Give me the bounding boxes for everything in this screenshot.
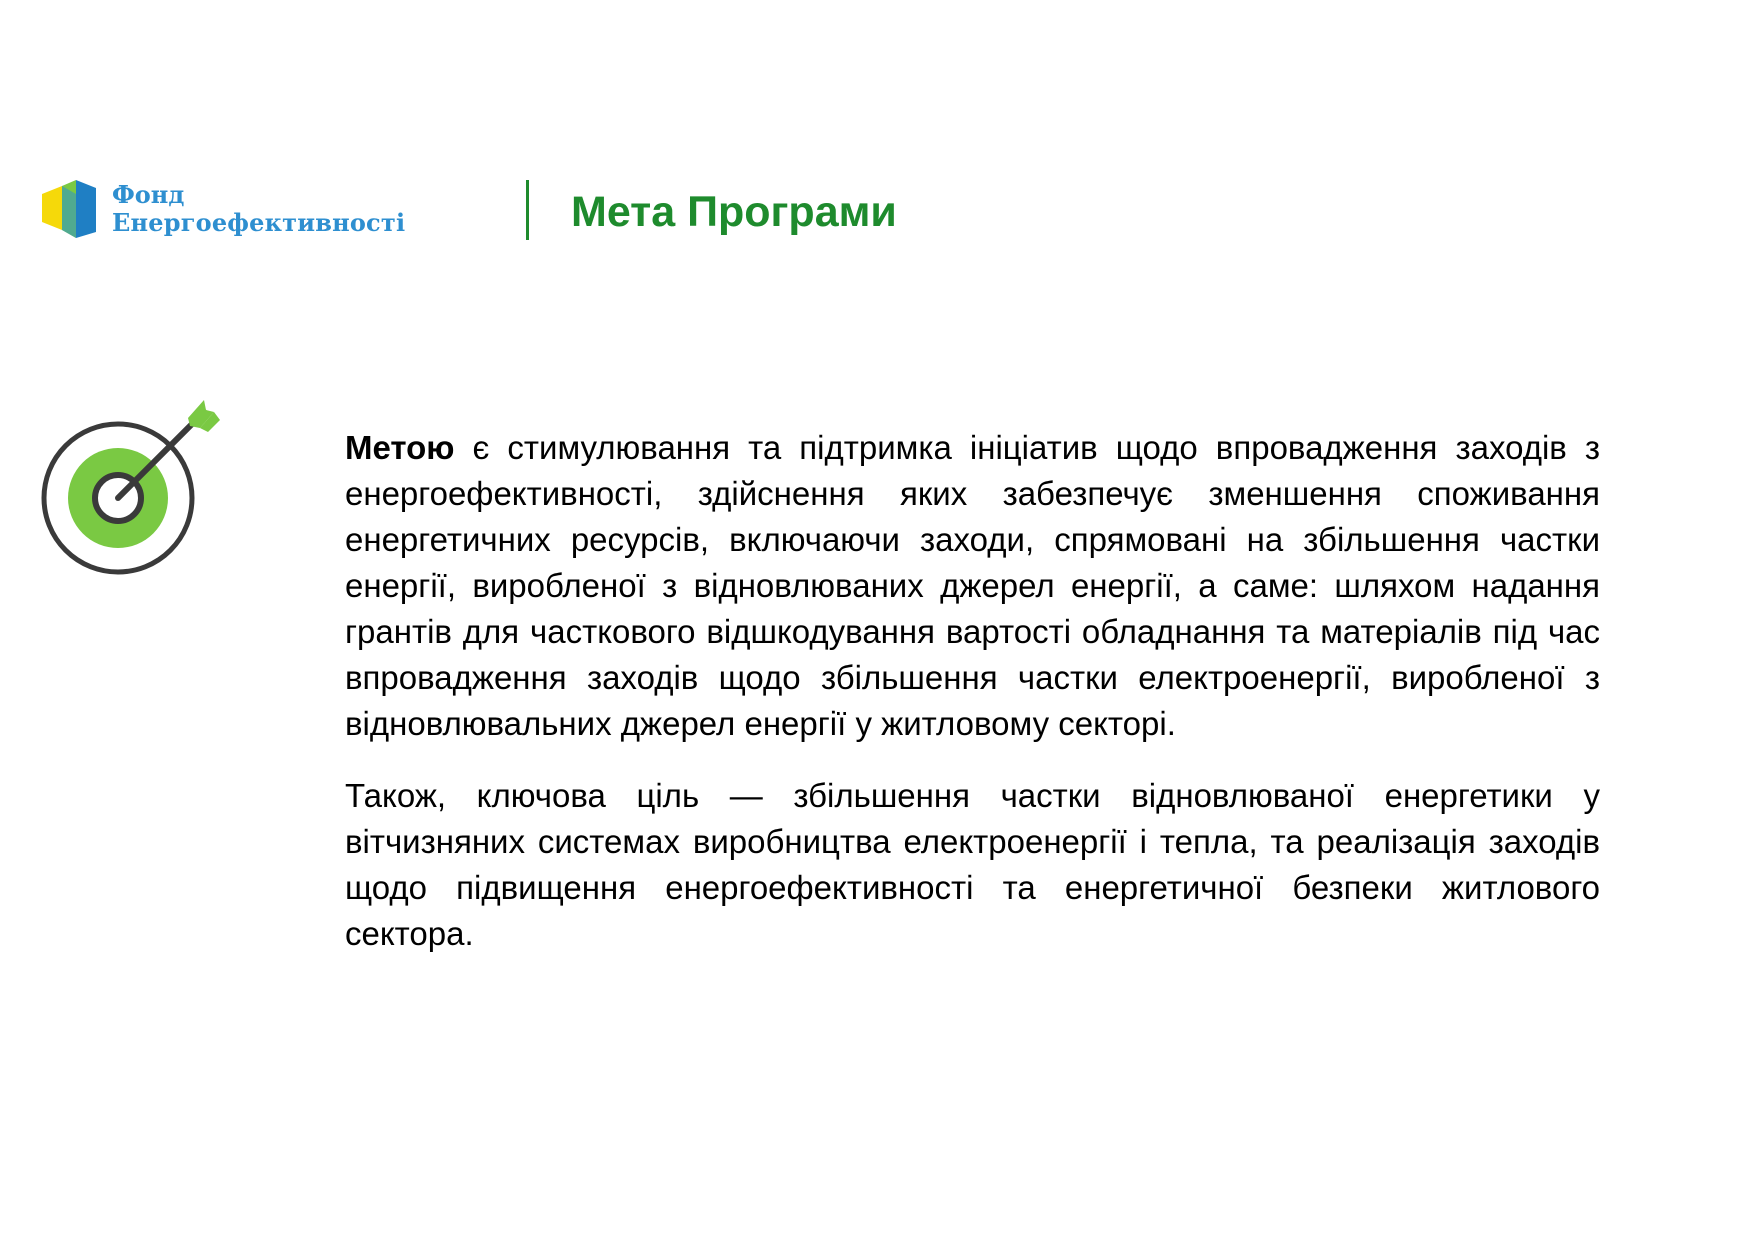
- logo-line-1: Фонд: [112, 180, 185, 209]
- paragraph-goal-lead: Метою: [345, 429, 455, 466]
- paragraph-key-target: Також, ключова ціль — збільшення частки відновлюваної енергетики у вітчизняних системах виробництва електроенергії і тепла, та реалізація заходів щодо підвищення енергоефективності та енергетичної безпеки житлового сектора.: [345, 777, 1600, 952]
- logo-text: [112, 178, 405, 235]
- page-title: Мета Програми: [571, 188, 897, 236]
- fund-logo-icon: [42, 180, 96, 240]
- target-with-arrow-icon: [38, 398, 220, 580]
- paragraph-goal-body: є стимулювання та підтримка ініціатив щодо впровадження заходів з енергоефективності, здійснення яких забезпечує зменшення споживання енергетичних ресурсів, включаючи заходи, спрямовані на збільшення частки енергії, виробленої з відновлюваних джерел енергії, а саме: шляхом надання грантів для часткового відшкодування вартості обладнання та матеріалів під час впровадження заходів щодо збільшення частки електроенергії, виробленої з відновлювальних джерел енергії у житловому секторі.: [345, 429, 1600, 742]
- fund-logo: [42, 178, 406, 244]
- program-goal-text: [345, 425, 1600, 983]
- paragraph-goal: [345, 425, 1600, 747]
- logo-line-2: Енергоефективності: [112, 208, 406, 237]
- header-divider: [526, 180, 529, 240]
